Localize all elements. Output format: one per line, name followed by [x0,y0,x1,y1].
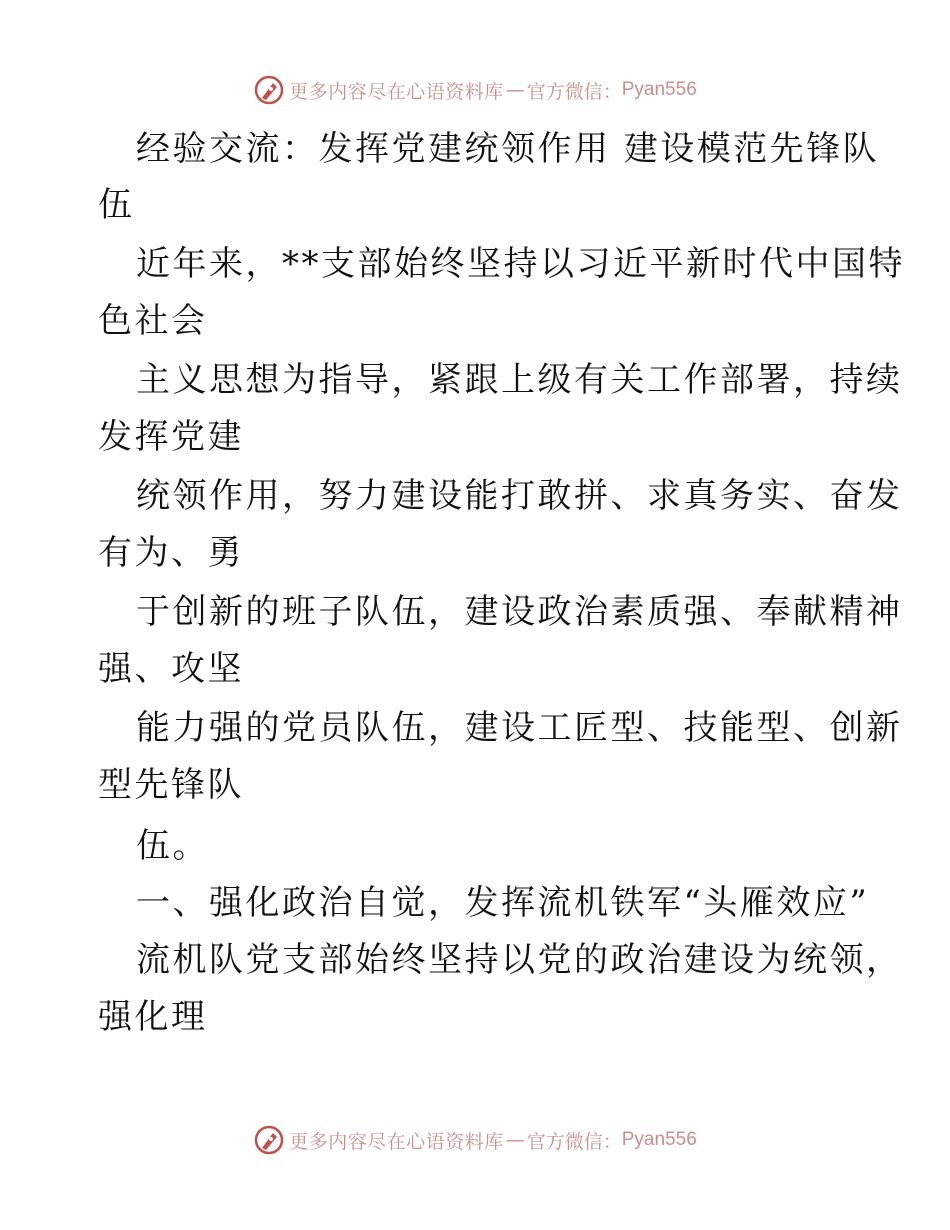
watermark-wechat-id: Pyan556 [621,79,697,100]
paragraph-line: 伍。 [136,826,209,866]
paragraph-line: 有为、勇 [98,533,244,573]
paragraph-line: 主义思想为指导，紧跟上级有关工作部署，持续 [136,360,903,400]
paragraph-line: 能力强的党员队伍，建设工匠型、技能型、创新 [136,708,903,748]
paragraph-line: 于创新的班子队伍，建设政治素质强、奉献精神 [136,592,903,632]
watermark-wechat-id: Pyan556 [621,1129,697,1150]
paragraph-line: 型先锋队 [98,765,244,805]
watermark-separator: — [505,79,525,101]
paragraph-line: 色社会 [98,301,208,341]
watermark-label: 官方微信： [526,1130,622,1153]
document-title-continued: 伍 [98,185,135,225]
document-title: 经验交流：发挥党建统领作用 建设模范先锋队 [136,129,880,169]
section-heading: 一、强化政治自觉，发挥流机铁军“头雁效应” [136,883,870,923]
paragraph-line: 统领作用，努力建设能打敢拼、求真务实、奋发 [136,476,903,516]
paragraph-line: 强、攻坚 [98,649,244,689]
watermark-text: 更多内容尽在心语资料库 [289,80,504,103]
paragraph-line: 流机队党支部始终坚持以党的政治建设为统领， [136,940,903,980]
paragraph-line: 近年来，**支部始终坚持以习近平新时代中国特 [136,244,905,284]
watermark-separator: — [505,1129,525,1151]
header-watermark [0,70,950,110]
pen-nib-logo-icon [253,1124,285,1156]
footer-watermark [0,1120,950,1160]
watermark-label: 官方微信： [526,80,622,103]
watermark-text: 更多内容尽在心语资料库 [289,1130,504,1153]
paragraph-line: 发挥党建 [98,417,244,457]
paragraph-line: 强化理 [98,997,208,1037]
pen-nib-logo-icon [253,74,285,106]
